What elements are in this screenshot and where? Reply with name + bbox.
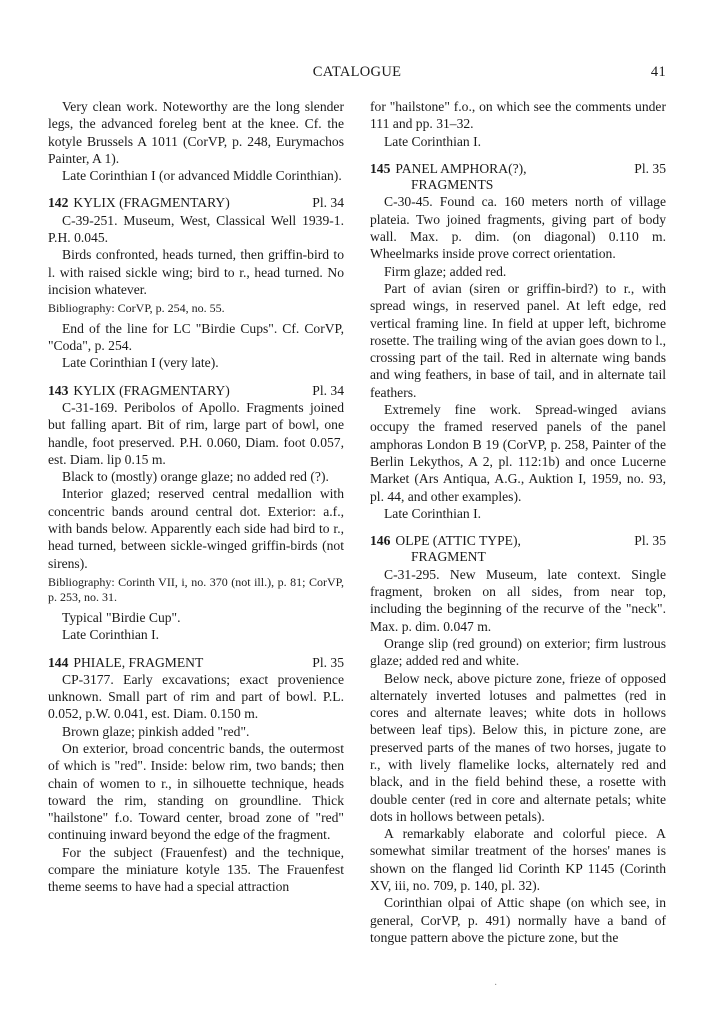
intro-paragraph: Very clean work. Noteworthy are the long slender legs, the advanced foreleg bent at the knee. Cf. the kotyle Brussels A 1011 (CorVP, p. 248, Eurymachos Painter, A 1). <box>48 99 344 166</box>
entry-146-glaze: Orange slip (red ground) on exterior; firm lustrous glaze; added red and white. <box>370 635 666 669</box>
running-head <box>48 64 666 84</box>
page-number: 41 <box>650 64 666 80</box>
entry-title: KYLIX (FRAGMENTARY) <box>73 195 230 211</box>
entry-144-glaze: Brown glaze; pinkish added "red". <box>62 723 250 739</box>
plate-reference: Pl. 34 <box>312 195 344 211</box>
entry-143-comment: Typical "Birdie Cup". <box>62 609 181 625</box>
entry-143-date: Late Corinthian I. <box>62 627 160 643</box>
footer-mark: · <box>494 980 498 991</box>
entry-142-comment: End of the line for LC "Birdie Cups". Cf. CorVP, "Coda", p. 254. <box>48 320 344 354</box>
plate-reference: Pl. 35 <box>634 533 666 549</box>
entry-144-heading <box>48 654 344 671</box>
entry-143-inventory: C-31-169. Peribolos of Apollo. Fragments joined but falling apart. Bit of rim, large part of bowl, one handle, foot preserved. P.H. 0.060, Diam. foot 0.057, est. Diam. lip 0.15 m. <box>48 399 344 467</box>
plate-reference: Pl. 35 <box>312 654 344 670</box>
entry-title: PANEL AMPHORA(?), <box>395 160 527 176</box>
entry-number: 145 <box>370 160 391 176</box>
entry-144-inventory: CP-3177. Early excavations; exact provenience unknown. Small part of rim and part of bowl. P.L. 0.052, p.W. 0.041, est. Diam. 0.150 m. <box>48 671 344 722</box>
entry-number: 143 <box>48 382 69 398</box>
entry-146-description: Below neck, above picture zone, frieze of opposed alternately inverted lotuses and palmettes (red in cores and alternate leaves; white dots in hollows between leaf tips). Below this, in picture zone, are preserved parts of the manes of two horses, jugate to r., with lively flamelike locks, alternately red and black, and in the field behind these, a rosette with double center (red in core and alternate petals; white dots in hollows between petals). <box>370 670 666 824</box>
entry-146-comment: A remarkably elaborate and colorful piece. A somewhat similar treatment of the horses' manes is shown on the flanged lid Corinth KP 1145 (Corinth XV, iii, no. 709, p. 140, pl. 32). <box>370 826 666 894</box>
entry-145-inventory: C-30-45. Found ca. 160 meters north of village plateia. Two joined fragments, giving part of body wall. Max. p. dim. (on diagonal) 0.110 m. Wheelmarks inside prove correct orientation. <box>370 194 666 262</box>
entry-145-heading <box>370 160 666 177</box>
entry-142-description: Birds confronted, heads turned, then griffin-bird to l. with raised sickle wing; bird to r., head turned. No incision whatever. <box>48 247 344 297</box>
entry-number: 142 <box>48 195 69 211</box>
entry-143-glaze: Black to (mostly) orange glaze; no added red (?). <box>62 469 329 485</box>
entry-142-date: Late Corinthian I (very late). <box>62 355 219 371</box>
entry-142-inventory: C-39-251. Museum, West, Classical Well 1939-1. P.H. 0.045. <box>48 212 344 246</box>
continued-date: Late Corinthian I. <box>384 133 482 149</box>
entry-144-comment: For the subject (Frauenfest) and the technique, compare the miniature kotyle 135. The Frauenfest theme seems to have had a special attraction <box>48 844 344 895</box>
entry-143-heading <box>48 382 344 399</box>
entry-number: 144 <box>48 654 69 670</box>
entry-subtitle: FRAGMENTS <box>411 177 494 193</box>
entry-subtitle: FRAGMENT <box>411 549 486 565</box>
intro-date: Late Corinthian I (or advanced Middle Corinthian). <box>62 168 342 184</box>
entry-144-description: On exterior, broad concentric bands, the outermost of which is "red". Inside: below rim, two bands; then chain of women to r., in silhouette technique, heads toward the rim, standing on groundline. Thick "hailstone" f.o. Toward center, broad zone of "red" continuing inward beyond the edge of the fragment. <box>48 741 344 843</box>
entry-143-bibliography: Bibliography: Corinth VII, i, no. 370 (not ill.), p. 81; CorVP, p. 253, no. 31. <box>48 574 344 605</box>
entry-145-glaze: Firm glaze; added red. <box>384 263 507 279</box>
entry-title: OLPE (ATTIC TYPE), <box>395 533 521 549</box>
entry-145-date: Late Corinthian I. <box>384 505 482 521</box>
entry-142-bibliography: Bibliography: CorVP, p. 254, no. 55. <box>48 301 225 316</box>
continued-paragraph: for "hailstone" f.o., on which see the comments under 111 and pp. 31–32. <box>370 99 666 132</box>
running-title: CATALOGUE <box>312 64 402 80</box>
entry-146-heading <box>370 532 666 549</box>
entry-142-heading <box>48 194 344 211</box>
entry-145-description: Part of avian (siren or griffin-bird?) to r., with spread wings, in reserved panel. At left edge, red vertical framing line. In field at upper left, bichrome rosette. The trailing wing of the avian goes down to l., crossing part of the tail. Red in alternate wing bands and wing feathers, in base of tail, and in alternate tail feathers. <box>370 280 666 400</box>
entry-title: KYLIX (FRAGMENTARY) <box>73 382 230 398</box>
entry-title: PHIALE, FRAGMENT <box>73 654 204 670</box>
plate-reference: Pl. 34 <box>312 382 344 398</box>
entry-146-inventory: C-31-295. New Museum, late context. Single fragment, broken on all sides, from near top, including the beginning of the recurve of the "neck". Max. p. dim. 0.047 m. <box>370 566 666 634</box>
plate-reference: Pl. 35 <box>634 160 666 176</box>
entry-146-continued: Corinthian olpai of Attic shape (on which see, in general, CorVP, p. 491) normally have a band of tongue pattern above the picture zone, but the <box>370 895 666 945</box>
entry-143-description: Interior glazed; reserved central medallion with concentric bands around central dot. Exterior: a.f., with bands below. Apparently each side had bird to r., head turned, between sickle-winged griffin-birds (not sirens). <box>48 486 344 571</box>
right-column <box>370 98 666 946</box>
left-column <box>48 98 344 896</box>
entry-145-comment: Extremely fine work. Spread-winged avians occupy the framed reserved panels of the panel amphoras London B 19 (CorVP, p. 258, Painter of the Berlin Lekythos, A 2, pl. 112:1b) and once Lucerne Market (Ars Antiqua, A.G., Auktion I, 1959, no. 93, pl. 44, and other examples). <box>370 402 666 504</box>
entry-number: 146 <box>370 533 391 549</box>
